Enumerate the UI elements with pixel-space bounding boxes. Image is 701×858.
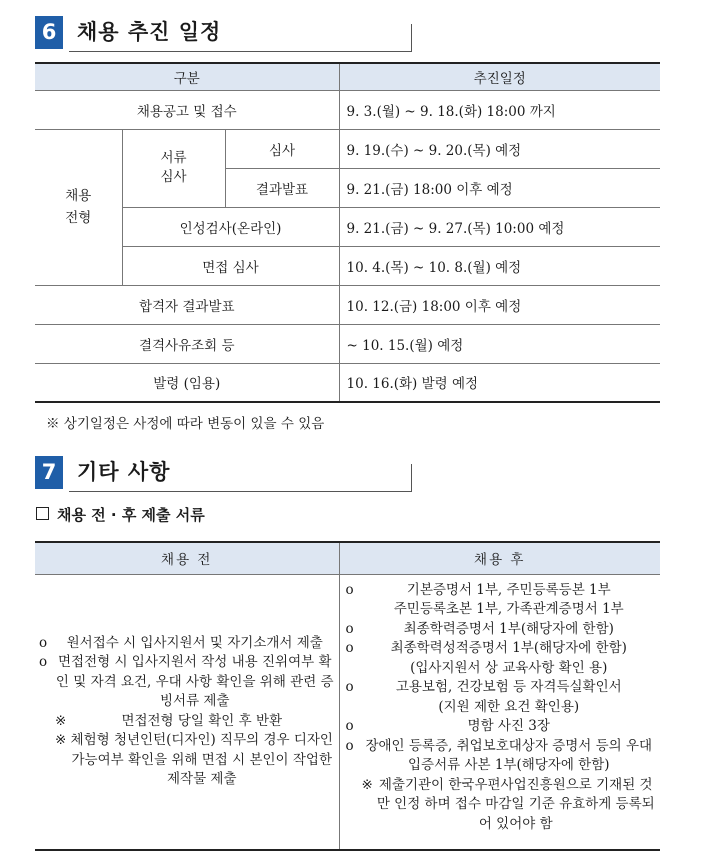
row-schedule: 10. 16.(화) 발령 예정	[339, 363, 660, 402]
section-number: 7	[35, 456, 63, 489]
list-item: o 기본증명서 1부, 주민등록등본 1부	[345, 581, 611, 598]
list-note: ※ 면접전형 당일 확인 후 반환	[55, 712, 283, 729]
section-rule	[69, 491, 412, 492]
row-schedule: 10. 12.(금) 18:00 이후 예정	[339, 285, 660, 324]
list-item: o 최종학력증명서 1부(해당자에 한함)	[345, 620, 614, 637]
subsection-title	[36, 504, 205, 525]
list-note: ※ 체험형 청년인턴(디자인) 직무의 경우 디자인 가능여부 확인을 위해 면접 시 본인이 작업한 제작물 제출	[55, 732, 333, 788]
row-schedule: 9. 3.(월) ~ 9. 18.(화) 18:00 까지	[339, 90, 660, 129]
section-rule-end	[411, 24, 412, 52]
list-item: o 고용보험, 건강보험 등 자격득실확인서	[345, 679, 622, 695]
table-header-row	[35, 542, 660, 574]
row-label: 결과발표	[225, 168, 339, 207]
after-cell	[339, 574, 660, 850]
list-item: o 면접전형 시 입사지원서 작성 내용 진위여부 확인 및 자격 요건, 우대 사항 확인을 위해 관련 증빙서류 제출	[39, 654, 334, 710]
list-item-continuation: (입사지원서 상 교육사항 확인 용)	[410, 659, 608, 676]
row-label: 결격사유조회 등	[35, 324, 339, 363]
list-item-continuation: 주민등록초본 1부, 가족관계증명서 1부	[393, 601, 624, 617]
row-schedule: 9. 21.(금) 18:00 이후 예정	[339, 168, 660, 207]
table-row	[35, 207, 660, 246]
row-schedule: 10. 4.(목) ~ 10. 8.(월) 예정	[339, 246, 660, 285]
table-row	[35, 246, 660, 285]
group-label: 채용 전형	[35, 129, 122, 285]
documents-table	[35, 541, 660, 851]
section-6-header	[35, 16, 412, 52]
row-label: 채용공고 및 접수	[35, 90, 339, 129]
table-header-row	[35, 63, 660, 90]
row-label: 인성검사(온라인)	[122, 207, 339, 246]
checkbox-square-icon	[36, 507, 49, 520]
section-number: 6	[35, 16, 63, 49]
table-row	[35, 324, 660, 363]
section-rule	[69, 51, 412, 52]
row-schedule: 9. 19.(수) ~ 9. 20.(목) 예정	[339, 129, 660, 168]
header-schedule: 추진일정	[339, 63, 660, 90]
before-cell	[35, 574, 339, 850]
list-item: o 최종학력성적증명서 1부(해당자에 한함)	[345, 640, 627, 656]
table-row	[35, 363, 660, 402]
table-row	[35, 90, 660, 129]
row-label: 발령 (임용)	[35, 363, 339, 402]
header-category: 구분	[35, 63, 339, 90]
list-note: ※ 제출기관이 한국우편사업진흥원으로 기재된 것만 인정 하며 접수 마감일 기준 유효하게 등록되어 있어야 함	[361, 776, 655, 832]
table-row	[35, 129, 660, 168]
row-label: 합격자 결과발표	[35, 285, 339, 324]
subgroup-label: 서류 심사	[122, 129, 225, 207]
subsection-label: 채용 전 · 후 제출 서류	[57, 506, 205, 524]
list-item: o 원서접수 시 입사지원서 및 자기소개서 제출	[39, 634, 323, 651]
row-schedule: 9. 21.(금) ~ 9. 27.(목) 10:00 예정	[339, 207, 660, 246]
header-after: 채용 후	[339, 542, 660, 574]
schedule-note: ※ 상기일정은 사정에 따라 변동이 있을 수 있음	[46, 416, 325, 432]
list-item: o 장애인 등록증, 취업보호대상자 증명서 등의 우대입증서류 사본 1부(해당자에 한함)	[345, 737, 653, 773]
section-title: 기타 사항	[77, 460, 171, 484]
schedule-table	[35, 62, 660, 403]
row-schedule: ~ 10. 15.(월) 예정	[339, 324, 660, 363]
list-item: o 명함 사진 3장	[345, 718, 550, 734]
row-label: 심사	[225, 129, 339, 168]
list-item-continuation: (지원 제한 요건 확인용)	[438, 698, 580, 715]
table-row	[35, 574, 660, 850]
section-rule-end	[411, 464, 412, 492]
header-before: 채용 전	[35, 542, 339, 574]
section-title: 채용 추진 일정	[77, 20, 222, 44]
section-7-header	[35, 456, 412, 492]
table-row	[35, 285, 660, 324]
row-label: 면접 심사	[122, 246, 339, 285]
